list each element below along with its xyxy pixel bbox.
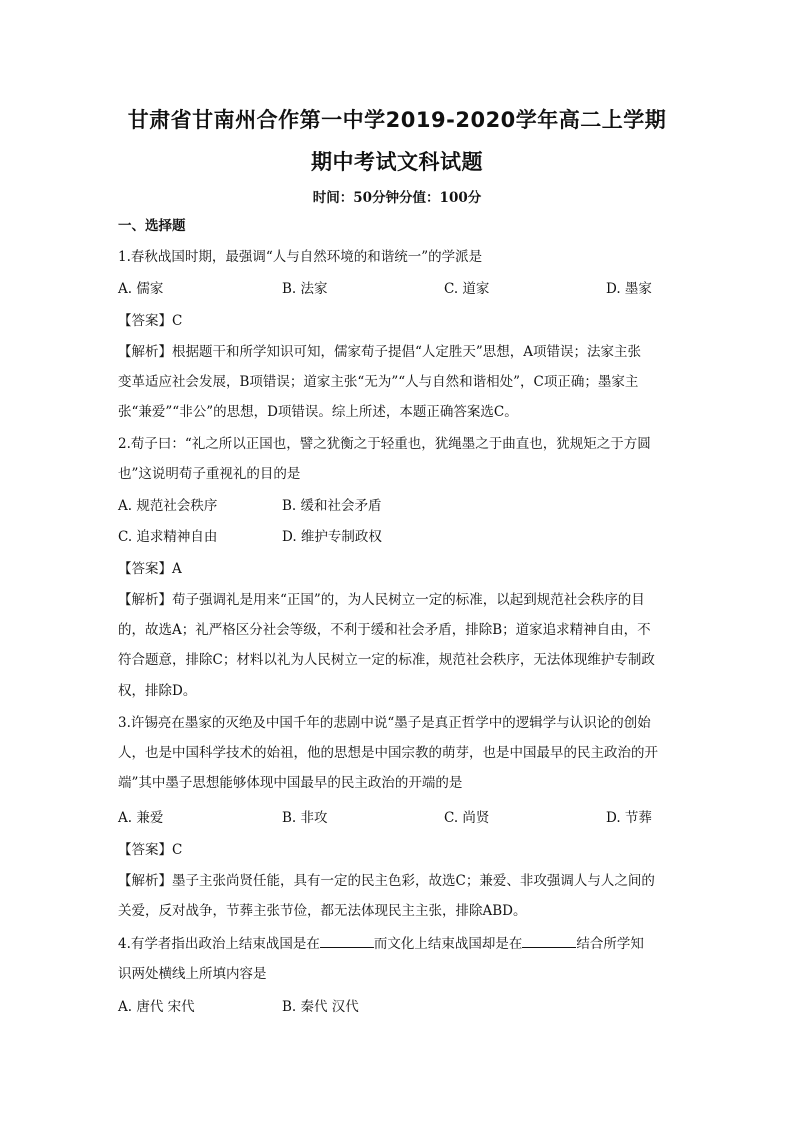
question-3-option-a: A. 兼爱 [118, 810, 164, 826]
question-2-analysis-line: 【解析】荀子强调礼是用来“正国”的，为人民树立一定的标准，以起到规范社会秩序的目 [118, 592, 645, 608]
question-2-option-c: C. 追求精神自由 [118, 529, 218, 545]
question-3-stem-line: 3.许锡亮在墨家的灭绝及中国千年的悲剧中说“墨子是真正哲学中的逻辑学与认识论的创始 [118, 715, 651, 731]
question-2-analysis-line: 符合题意，排除C；材料以礼为人民树立一定的标准，规范社会秩序，无法体现维护专制政 [118, 652, 655, 668]
question-4-stem-line: 识两处横线上所填内容是 [118, 966, 267, 982]
question-1-answer: 【答案】C [118, 313, 183, 329]
exam-meta: 时间：50分钟分值：100分 [312, 190, 482, 206]
question-4-stem-part: 4.有学者指出政治上结束战国是在 [118, 936, 320, 952]
section-heading: 一、选择题 [118, 218, 186, 234]
question-1-option-b: B. 法家 [282, 281, 328, 297]
question-1-analysis-line: 【解析】根据题干和所学知识可知，儒家荀子提倡“人定胜天”思想，A项错误；法家主张 [118, 344, 642, 360]
question-1-option-d: D. 墨家 [606, 281, 652, 297]
question-1-option-a: A. 儒家 [118, 281, 164, 297]
question-4-stem-part: 结合所学知 [576, 936, 644, 952]
question-1-stem: 1.春秋战国时期，最强调“人与自然环境的和谐统一”的学派是 [118, 249, 483, 265]
question-4-stem [118, 934, 678, 954]
question-1-analysis-line: 张“兼爱”“非公”的思想，D项错误。综上所述，本题正确答案选C。 [118, 404, 518, 420]
question-3-analysis-line: 关爱，反对战争，节葬主张节俭，都无法体现民主主张，排除ABD。 [118, 903, 527, 919]
question-1-option-c: C. 道家 [444, 281, 490, 297]
question-3-stem-line: 人，也是中国科学技术的始祖，他的思想是中国宗教的萌芽，也是中国最早的民主政治的开 [118, 745, 658, 761]
question-2-option-a: A. 规范社会秩序 [118, 498, 218, 514]
question-2-stem-line: 也”这说明荀子重视礼的目的是 [118, 466, 301, 482]
question-2-analysis-line: 权，排除D。 [118, 683, 197, 699]
question-4-stem-part: 而文化上结束战国却是在 [373, 936, 523, 952]
question-2-stem-line: 2.荀子曰：“礼之所以正国也，譬之犹衡之于轻重也，犹绳墨之于曲直也，犹规矩之于方圆 [118, 436, 651, 452]
question-2-answer: 【答案】A [118, 561, 182, 577]
question-3-answer: 【答案】C [118, 842, 183, 858]
question-2-analysis-line: 的，故选A；礼严格区分社会等级，不利于缓和社会矛盾，排除B；道家追求精神自由，不 [118, 622, 651, 638]
question-1-analysis-line: 变革适应社会发展，B项错误；道家主张“无为”“人与自然和谐相处”，C项正确；墨家主 [118, 374, 639, 390]
question-4-option-a: A. 唐代 宋代 [118, 999, 195, 1015]
fill-in-blank [320, 935, 374, 948]
title-line-1: 甘肃省甘南州合作第一中学2019-2020学年高二上学期 [127, 108, 667, 132]
question-2-option-b: B. 缓和社会矛盾 [282, 498, 382, 514]
question-3-option-c: C. 尚贤 [444, 810, 490, 826]
question-3-option-d: D. 节葬 [606, 810, 652, 826]
question-3-option-b: B. 非攻 [282, 810, 328, 826]
fill-in-blank [522, 935, 576, 948]
question-3-stem-line: 端”其中墨子思想能够体现中国最早的民主政治的开端的是 [118, 775, 463, 791]
question-4-option-b: B. 秦代 汉代 [282, 999, 359, 1015]
question-3-analysis-line: 【解析】墨子主张尚贤任能，具有一定的民主色彩，故选C；兼爱、非攻强调人与人之间的 [118, 873, 655, 889]
question-2-option-d: D. 维护专制政权 [282, 529, 382, 545]
title-line-2: 期中考试文科试题 [311, 150, 483, 174]
